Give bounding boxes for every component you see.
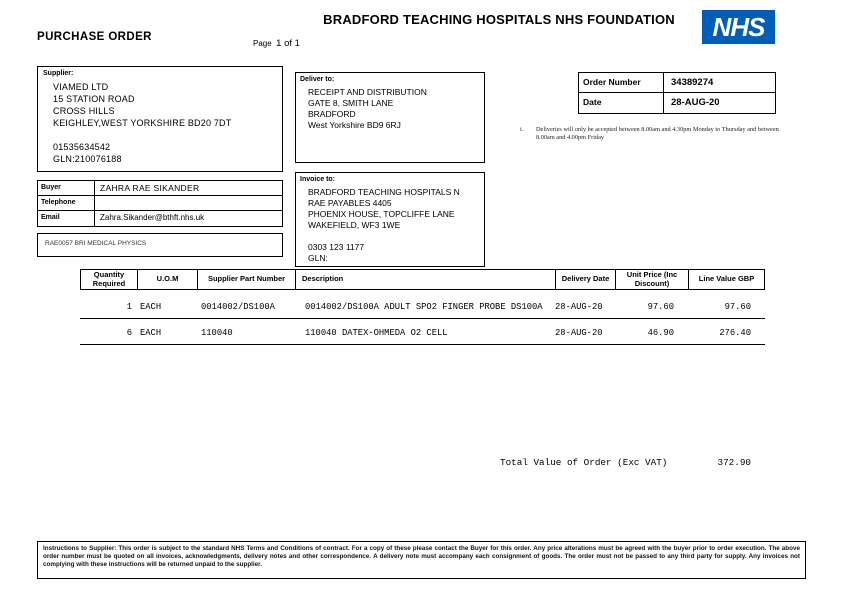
item-qty: 6 — [126, 328, 132, 338]
buyer-label: Buyer — [38, 181, 95, 195]
item-qty: 1 — [126, 302, 132, 312]
order-date-row — [579, 93, 775, 113]
deliver-to-line: West Yorkshire BD9 6RJ — [308, 120, 401, 130]
buyer-name: ZAHRA RAE SIKANDER — [100, 183, 200, 193]
order-number-value: 34389274 — [671, 77, 714, 88]
item-unit-price: 97.60 — [647, 302, 674, 312]
item-delivery-date: 28-AUG-20 — [555, 302, 603, 312]
invoice-to-line: WAKEFIELD, WF3 1WE — [308, 220, 401, 230]
supplier-phone: 01535634542 — [53, 142, 111, 152]
org-title: BRADFORD TEACHING HOSPITALS NHS FOUNDATION — [323, 12, 675, 27]
invoice-to-address-block — [308, 187, 480, 264]
email-row — [38, 211, 282, 226]
supplier-address-line: 15 STATION ROAD — [53, 94, 135, 104]
item-part-number: 110040 — [201, 328, 233, 338]
item-uom: EACH — [140, 302, 162, 312]
email-value: Zahra.Sikander@bthft.nhs.uk — [100, 213, 205, 222]
delivery-acceptance-note — [518, 126, 784, 142]
col-uom: U.O.M — [138, 270, 198, 289]
item-unit-price: 46.90 — [647, 328, 674, 338]
invoice-to-phone: 0303 123 1177 — [308, 242, 365, 252]
order-number-label: Order Number — [579, 73, 664, 92]
item-delivery-date: 28-AUG-20 — [555, 328, 603, 338]
deliver-to-address-block — [308, 87, 480, 131]
table-row — [80, 328, 765, 338]
item-line-value: 97.60 — [724, 302, 751, 312]
note-text: Deliveries will only be accepted between 8.00am and 4.30pm Monday to Thursday and between 8.00am and 4.00pm Friday — [536, 126, 779, 141]
total-value: 372.90 — [717, 457, 751, 468]
row-divider — [80, 344, 765, 345]
invoice-to-line: BRADFORD TEACHING HOSPITALS N — [308, 187, 460, 197]
col-unit-price: Unit Price (Inc Discount) — [616, 270, 689, 289]
buyer-row — [38, 181, 282, 196]
col-quantity-required: Quantity Required — [81, 270, 138, 289]
item-description: 0014002/DS100A ADULT SPO2 FINGER PROBE DS100A — [305, 302, 543, 312]
spacer — [308, 231, 480, 242]
supplier-address-block — [53, 81, 277, 165]
invoice-to-box — [295, 172, 485, 267]
order-total — [500, 457, 765, 468]
items-table-header — [80, 269, 765, 290]
telephone-value — [95, 196, 282, 210]
item-uom: EACH — [140, 328, 162, 338]
telephone-label: Telephone — [38, 196, 95, 210]
buyer-table — [37, 180, 283, 227]
supplier-gln: GLN:210076188 — [53, 154, 122, 164]
supplier-instructions: Instructions to Supplier: This order is subject to the standard NHS Terms and Conditions of contract. For a copy of these please contact the Buyer for this order. Any price alterations must be agreed with the buyer prior to order execution. The above order number must be quoted on all invoices, acknowledgments, delivery notes and other correspondence. A delivery note must accompany each consignment of goods. The order must not be passed to any third party for supply. Any invoices not complying with these instructions will be returned unpaid to the supplier. — [37, 541, 806, 579]
item-part-number: 0014002/DS100A — [201, 302, 275, 312]
nhs-logo-text: NHS — [712, 11, 765, 42]
supplier-name: VIAMED LTD — [53, 82, 109, 92]
supplier-address-line: KEIGHLEY,WEST YORKSHIRE BD20 7DT — [53, 118, 232, 128]
deliver-to-line: RECEIPT AND DISTRIBUTION — [308, 87, 427, 97]
table-row — [80, 302, 765, 312]
deliver-to-line: GATE 8, SMITH LANE — [308, 98, 394, 108]
order-date-label: Date — [579, 93, 664, 113]
invoice-to-gln: GLN: — [308, 253, 328, 263]
telephone-row — [38, 196, 282, 211]
order-date-value: 28-AUG-20 — [671, 97, 720, 108]
deliver-to-label: Deliver to: — [300, 76, 335, 83]
invoice-to-label: Invoice to: — [300, 176, 336, 183]
order-info-table — [578, 72, 776, 114]
deliver-to-line: BRADFORD — [308, 109, 356, 119]
page-word: Page — [253, 39, 272, 48]
order-number-row — [579, 73, 775, 93]
col-supplier-part-number: Supplier Part Number — [198, 270, 296, 289]
item-line-value: 276.40 — [719, 328, 751, 338]
row-divider — [80, 318, 765, 319]
email-label: Email — [38, 211, 95, 226]
note-index: i. — [520, 126, 524, 133]
document-title: PURCHASE ORDER — [37, 31, 152, 43]
supplier-label: Supplier: — [43, 70, 74, 77]
supplier-box — [37, 66, 283, 172]
page-indicator — [253, 33, 300, 51]
deliver-to-box — [295, 72, 485, 163]
nhs-logo — [702, 10, 775, 44]
col-delivery-date: Delivery Date — [556, 270, 616, 289]
col-description: Description — [296, 270, 556, 289]
col-line-value: Line Value GBP — [698, 274, 755, 284]
item-description: 110040 DATEX-OHMEDA O2 CELL — [305, 328, 448, 338]
total-label: Total Value of Order (Exc VAT) — [500, 457, 668, 468]
invoice-to-line: RAE PAYABLES 4405 — [308, 198, 392, 208]
spacer — [53, 129, 277, 141]
page-number: 1 of 1 — [276, 38, 300, 49]
invoice-to-line: PHOENIX HOUSE, TOPCLIFFE LANE — [308, 209, 455, 219]
supplier-address-line: CROSS HILLS — [53, 106, 115, 116]
cost-centre-box: RAE0057 BRI MEDICAL PHYSICS — [37, 233, 283, 257]
